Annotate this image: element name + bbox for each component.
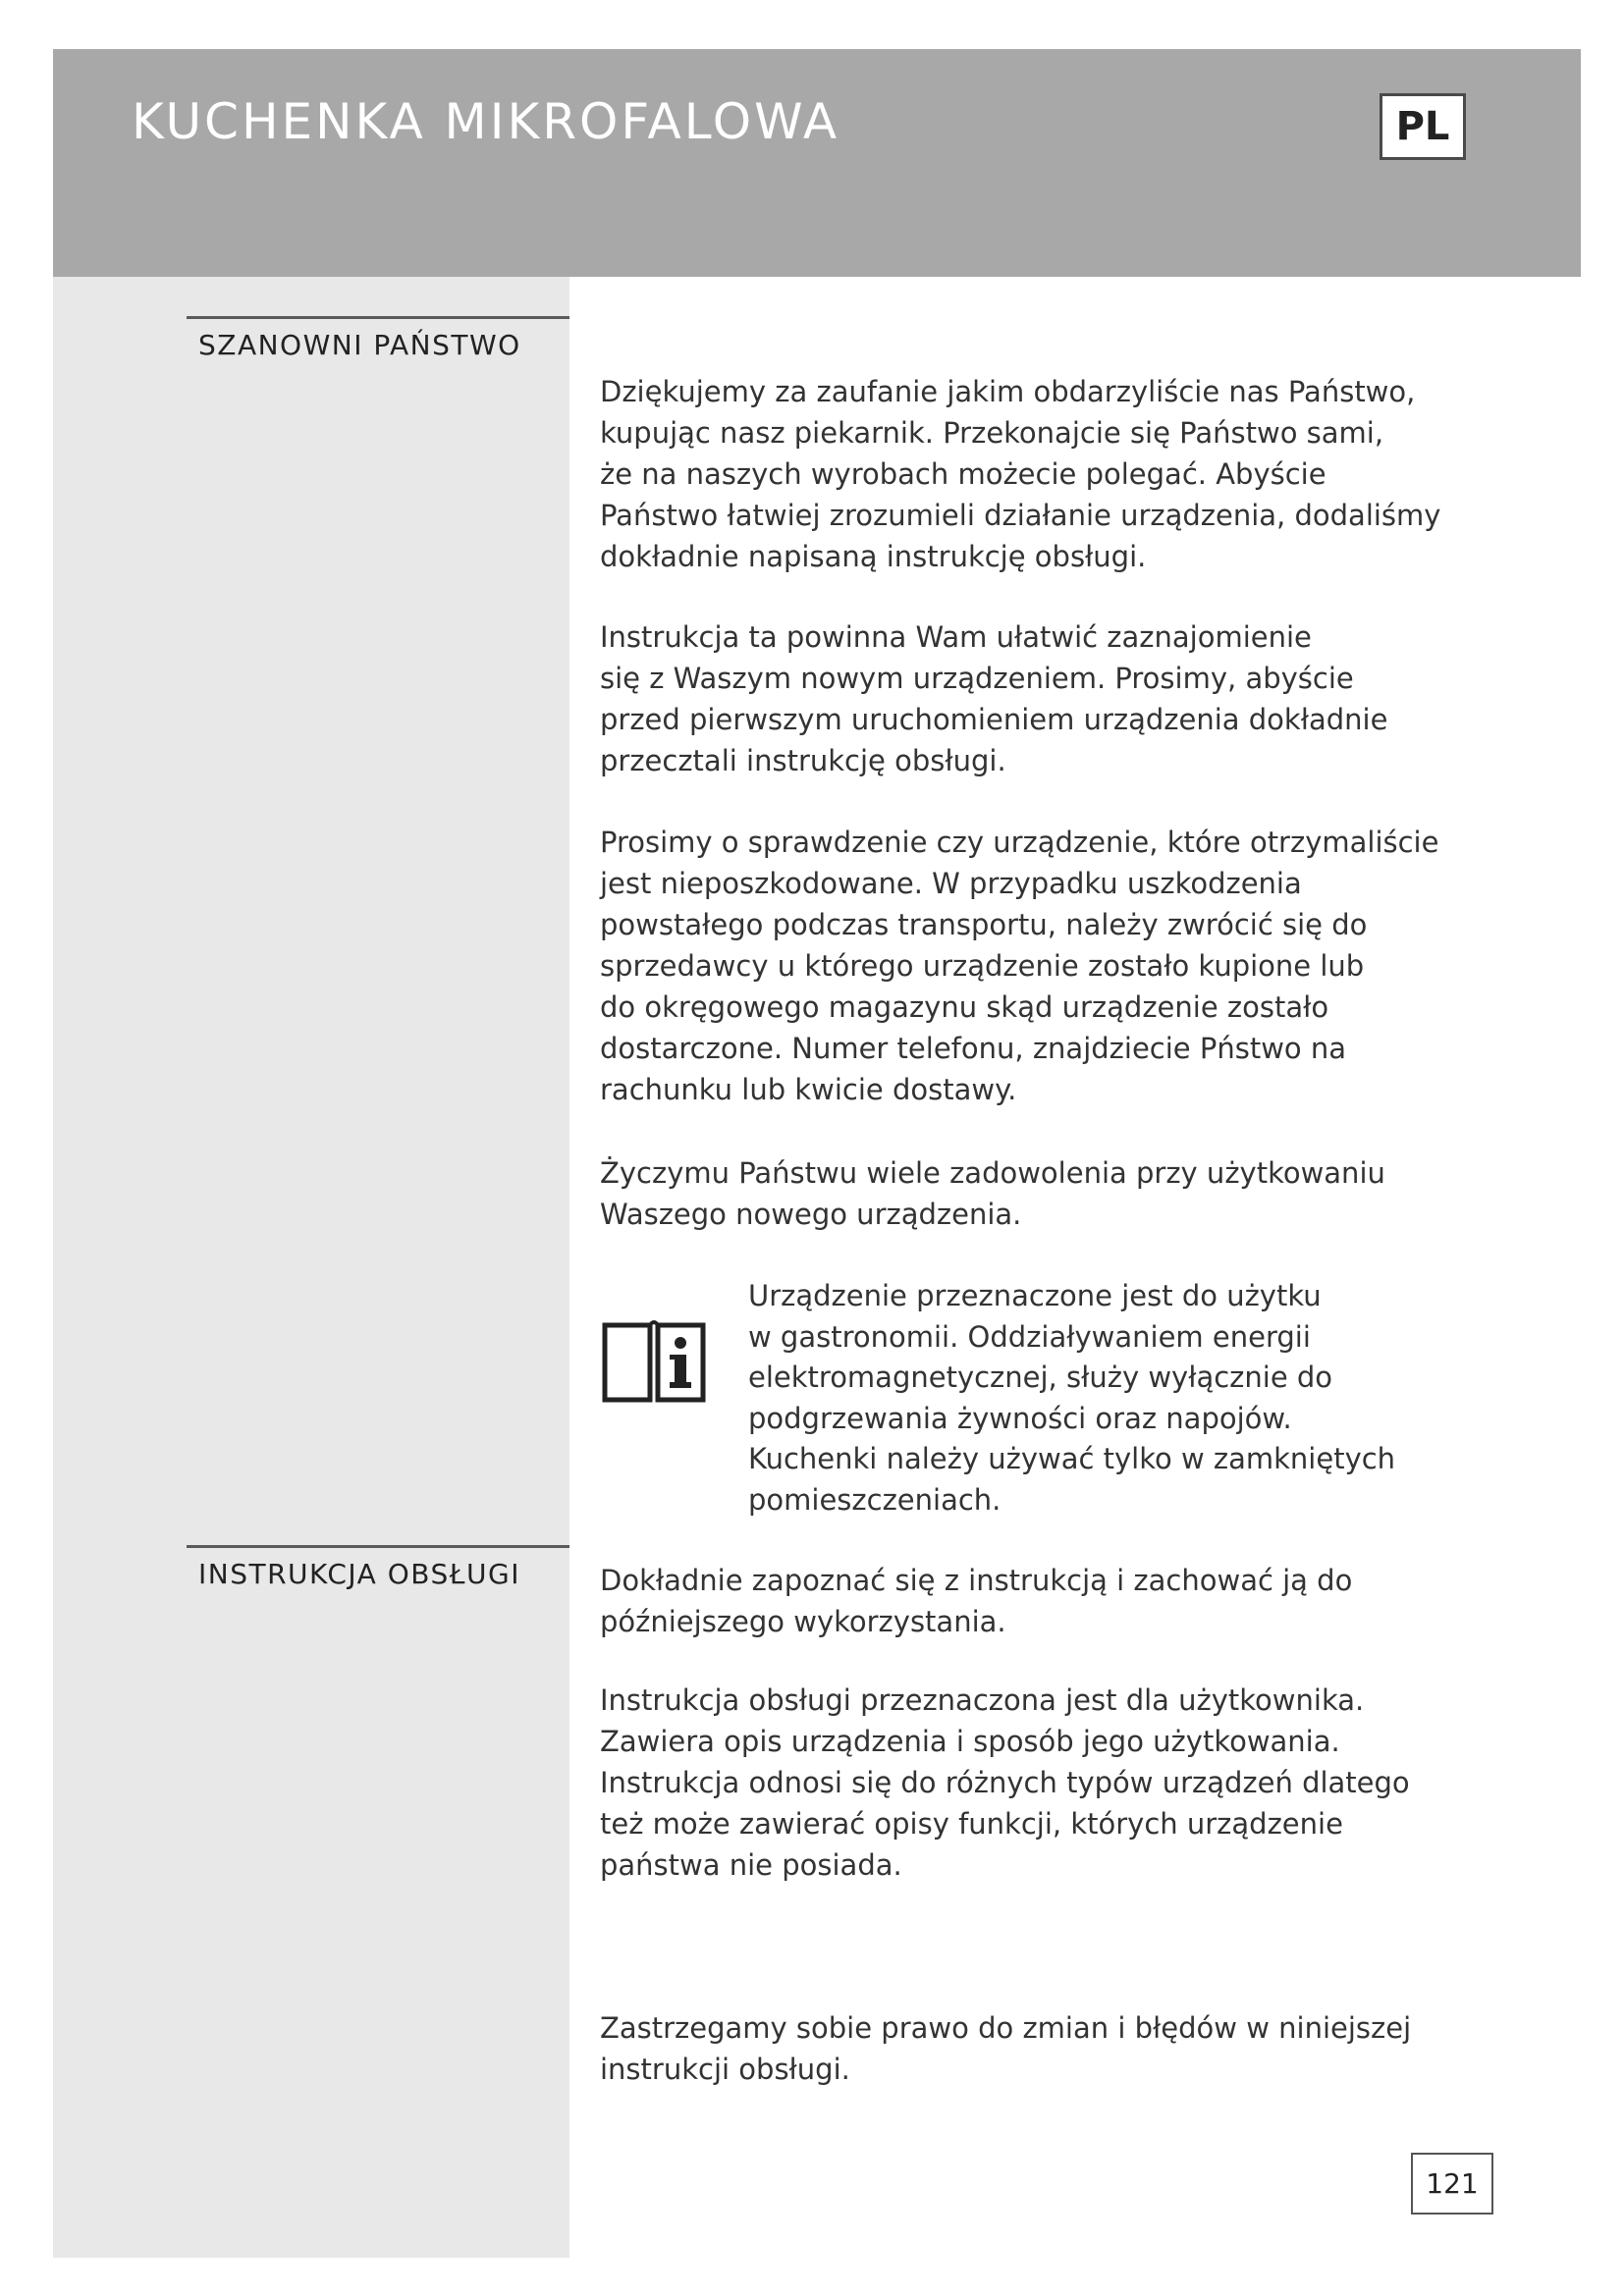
sidebar-column [53, 277, 569, 2258]
paragraph-keep-manual: Dokładnie zapoznać się z instrukcją i zachować ją do późniejszego wykorzystania. [600, 1564, 1353, 1638]
section-heading-instrukcja: INSTRUKCJA OBSŁUGI [187, 1545, 569, 1590]
paragraph-disclaimer: Zastrzegamy sobie prawo do zmian i błędów w niniejszej instrukcji obsługi. [600, 2011, 1412, 2086]
language-badge: PL [1380, 93, 1466, 160]
info-book-icon [601, 1317, 711, 1406]
page-number: 121 [1411, 2153, 1493, 2215]
paragraph-manual-scope: Instrukcja obsługi przeznaczona jest dla użytkownika. Zawiera opis urządzenia i sposób jego użytkowania. Instrukcja odnosi się do różnych typów urządzeń dlatego też może zawierać opisy funkcji, których urządzenie państwa nie posiada. [600, 1683, 1410, 1882]
gastronomy-note: Urządzenie przeznaczone jest do użytku w gastronomii. Oddziaływaniem energii elektromagnetycznej, służy wyłącznie do podgrzewania żywności oraz napojów. Kuchenki należy używać tylko w zamkniętych pomieszczeniach. [748, 1279, 1396, 1517]
paragraph-wishes: Życzymu Państwu wiele zadowolenia przy użytkowaniu Waszego nowego urządzenia. [600, 1156, 1385, 1231]
header-banner [53, 49, 1581, 277]
paragraph-inspection: Prosimy o sprawdzenie czy urządzenie, które otrzymaliście jest nieposzkodowane. W przypadku uszkodzenia powstałego podczas transportu, należy zwrócić się do sprzedawcy u którego urządzenie zostało kupione lub do okręgowego magazynu skąd urządzenie zostało dostarczone. Numer telefonu, znajdziecie Pństwo na rachunku lub kwicie dostawy. [600, 826, 1439, 1106]
paragraph-introduction: Instrukcja ta powinna Wam ułatwić zaznajomienie się z Waszym nowym urządzeniem. Prosimy, abyście przed pierwszym uruchomieniem urządzenia dokładnie przecztali instrukcję obsługi. [600, 620, 1388, 777]
section-heading-szanowni: SZANOWNI PAŃSTWO [187, 316, 569, 361]
paragraph-thanks: Dziękujemy za zaufanie jakim obdarzyliście nas Państwo, kupując nasz piekarnik. Przekonajcie się Państwo sami, że na naszych wyrobach możecie polegać. Abyście Państwo łatwiej zrozumieli działanie urządzenia, dodaliśmy dokładnie napisaną instrukcję obsługi. [600, 375, 1441, 573]
page-title: KUCHENKA MIKROFALOWA [132, 93, 840, 150]
